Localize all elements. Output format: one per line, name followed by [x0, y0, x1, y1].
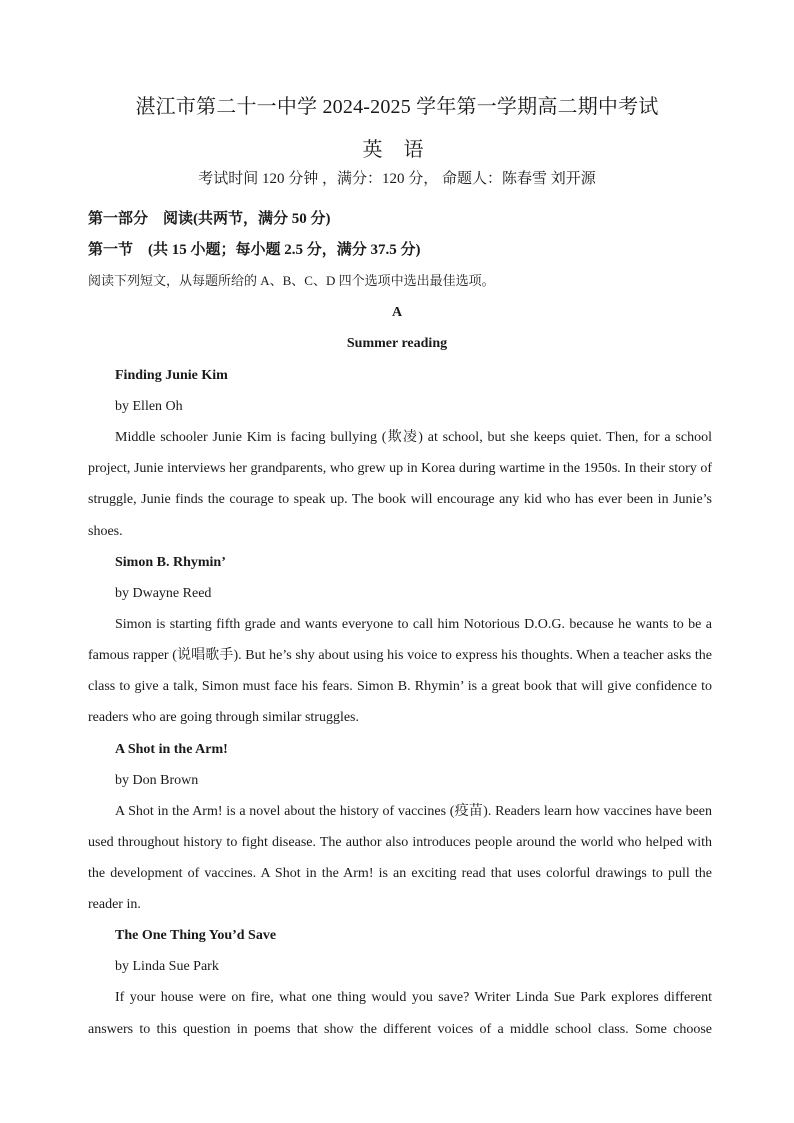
book-entry: [88, 920, 712, 1044]
passage-content: [88, 360, 712, 1045]
book-entry: [88, 547, 712, 734]
book-entry: [88, 360, 712, 547]
book-author: by Ellen Oh: [115, 399, 183, 414]
passage-title: Summer reading: [346, 336, 448, 351]
instruction-text: 阅读下列短文，从每题所给的 A、B、C、D 四个选项中选出最佳选项。: [88, 273, 495, 288]
book-author: by Dwayne Reed: [115, 585, 212, 601]
book-description: A Shot in the Arm! is a novel about the history of vaccines (疫苗). Readers learn how vaccines have been used throughout history to fight disease. The author also introduces people around the world who helped with the development of vaccines. A Shot in the Arm! is an exciting read that uses colorful drawings to pull the reader in.: [88, 803, 712, 913]
book-title: Finding Junie Kim: [115, 368, 228, 383]
part-heading: 第一部分 阅读(共两节，满分 50 分): [88, 211, 331, 227]
book-author: by Don Brown: [115, 772, 199, 788]
book-title: The One Thing You’d Save: [115, 928, 277, 944]
book-description: Middle schooler Junie Kim is facing bullying (欺凌) at school, but she keeps quiet. Then, for a school project, Junie interviews her grandparents, who grew up in Korea during wartime in the 1950s. In their story of struggle, Junie finds the courage to speak up. The book will encourage any kid who has ever been in Junie’s shoes.: [88, 430, 712, 539]
subject-title: 英 语: [362, 139, 432, 161]
book-description: If your house were on fire, what one thing would you save? Writer Linda Sue Park explores different answers to this question in poems that show the different voices of a middle school class. Some choose: [88, 990, 712, 1037]
section-heading: 第一节 (共 15 小题；每小题 2.5 分，满分 37.5 分): [88, 242, 421, 258]
exam-info: 考试时间 120 分钟 ，满分：120 分， 命题人：陈春雪 刘开源: [198, 171, 596, 187]
book-description: Simon is starting fifth grade and wants everyone to call him Notorious D.O.G. because he wants to be a famous rapper (说唱歌手). But he’s shy about using his voice to express his thoughts. When a teacher asks the class to give a talk, Simon must face his fears. Simon B. Rhymin’ is a great book that will give confidence to readers who are going through similar struggles.: [88, 616, 712, 726]
book-title: A Shot in the Arm!: [115, 741, 228, 757]
passage-letter: A: [391, 305, 403, 320]
exam-title: 湛江市第二十一中学 2024-2025 学年第一学期高二期中考试: [135, 96, 659, 118]
book-title: Simon B. Rhymin’: [115, 554, 226, 570]
book-author: by Linda Sue Park: [115, 959, 219, 975]
book-entry: [88, 734, 712, 921]
